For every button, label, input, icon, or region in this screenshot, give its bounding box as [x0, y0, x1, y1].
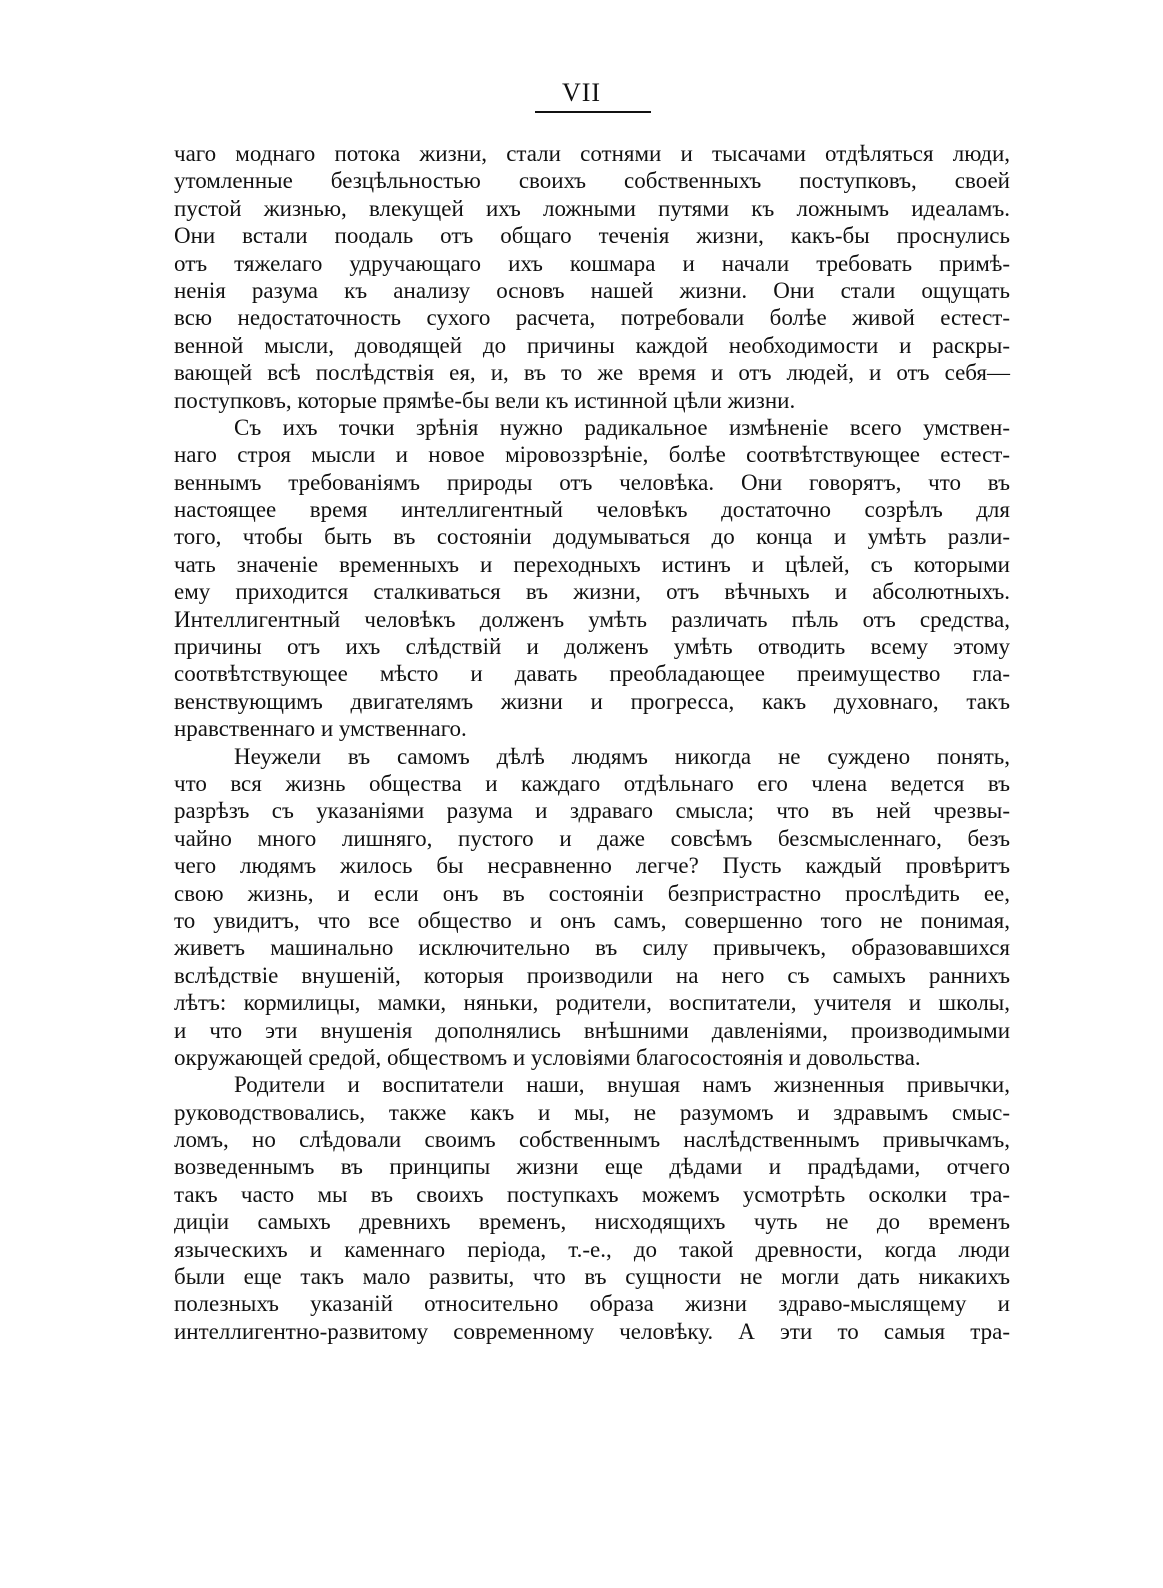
text-line: то увидитъ, что все общество и онъ самъ, совершенно того не понимая,: [174, 907, 1010, 933]
text-line: отъ тяжелаго удручающаго ихъ кошмара и начали требовать примѣ-: [174, 250, 1010, 276]
text-line: лѣтъ: кормилицы, мамки, няньки, родители, воспитатели, учителя и школы,: [174, 990, 1010, 1016]
text-line: чайно много лишняго, пустого и даже совсѣмъ безсмысленнаго, безъ: [174, 825, 1010, 851]
text-line: того, чтобы быть въ состояніи додумываться до конца и умѣть разли-: [174, 524, 1010, 550]
text-line: руководствовались, также какъ и мы, не разумомъ и здравымъ смыс-: [174, 1099, 1010, 1125]
text-line: нравственнаго и умственнаго.: [174, 716, 467, 742]
text-line: Интеллигентный человѣкъ долженъ умѣть различать пѣль отъ средства,: [174, 606, 1010, 632]
text-line: венной мысли, доводящей до причины каждой необходимости и раскры-: [174, 332, 1010, 358]
text-line: свою жизнь, и если онъ въ состояніи безпристрастно прослѣдить ее,: [174, 880, 1010, 906]
text-line: венствующимъ двигателямъ жизни и прогресса, какъ духовнаго, такъ: [174, 688, 1010, 714]
text-line: ему приходится сталкиваться въ жизни, отъ вѣчныхъ и абсолютныхъ.: [174, 579, 1010, 605]
text-line: вающей всѣ послѣдствія ея, и, въ то же время и отъ людей, и отъ себя—: [174, 360, 1010, 386]
text-line: живетъ машинально исключительно въ силу привычекъ, образовавшихся: [174, 935, 1010, 961]
text-line: разрѣзъ съ указаніями разума и здраваго смысла; что въ ней чрезвы-: [174, 798, 1010, 824]
header-rule: [535, 111, 651, 113]
text-line: полезныхъ указаній относительно образа жизни здраво-мыслящему и: [174, 1291, 1010, 1317]
text-line: диціи самыхъ древнихъ временъ, нисходящихъ чуть не до временъ: [174, 1209, 1010, 1235]
text-line: веннымъ требованіямъ природы отъ человѣка. Они говорятъ, что въ: [174, 469, 1010, 495]
text-line: что вся жизнь общества и каждаго отдѣльнаго его члена ведется въ: [174, 770, 1010, 796]
text-line: языческихъ и каменнаго періода, т.-е., до такой древности, когда люди: [174, 1236, 1010, 1262]
text-line: вслѣдствіе внушеній, которыя производили на него съ самыхъ раннихъ: [174, 962, 1010, 988]
paragraph-4: [174, 1071, 1010, 1345]
text-line: соотвѣтствующее мѣсто и давать преобладающее преимущество гла-: [174, 661, 1010, 687]
text-line: всю недостаточность сухого расчета, потребовали болѣе живой естест-: [174, 305, 1010, 331]
text-line: наго строя мысли и новое міровоззрѣніе, болѣе соотвѣтствующее естест-: [174, 442, 1010, 468]
text-line: интеллигентно-развитому современному человѣку. А эти то самыя тра-: [174, 1318, 1010, 1344]
text-line: Родители и воспитатели наши, внушая намъ жизненныя привычки,: [234, 1072, 1010, 1098]
text-line: окружающей средой, обществомъ и условіями благосостоянія и довольства.: [174, 1044, 921, 1070]
paragraph-3: [174, 743, 1010, 1072]
text-line: утомленные безцѣльностью своихъ собственныхъ поступковъ, своей: [174, 168, 1010, 194]
text-line: Съ ихъ точки зрѣнія нужно радикальное измѣненіе всего умствен-: [234, 414, 1010, 440]
text-line: Неужели въ самомъ дѣлѣ людямъ никогда не суждено понять,: [234, 743, 1010, 769]
text-line: возведеннымъ въ принципы жизни еще дѣдами и прадѣдами, отчего: [174, 1154, 1010, 1180]
text-line: пустой жизнью, влекущей ихъ ложными путями къ ложнымъ идеаламъ.: [174, 195, 1010, 221]
text-line: и что эти внушенія дополнялись внѣшними давленіями, производимыми: [174, 1017, 1010, 1043]
text-line: Они встали поодаль отъ общаго теченія жизни, какъ-бы проснулись: [174, 223, 1010, 249]
text-line: поступковъ, которые прямѣе-бы вели къ истинной цѣли жизни.: [174, 387, 796, 413]
text-line: чаго моднаго потока жизни, стали сотнями и тысачами отдѣляться люди,: [174, 141, 1010, 166]
paragraph-1: [174, 140, 1010, 414]
text-line: ломъ, но слѣдовали своимъ собственнымъ наслѣдственнымъ привычкамъ,: [174, 1127, 1010, 1153]
text-line: чать значеніе временныхъ и переходныхъ истинъ и цѣлей, съ которыми: [174, 551, 1010, 577]
body-text: [174, 140, 1010, 1345]
text-line: такъ часто мы въ своихъ поступкахъ можемъ усмотрѣть осколки тра-: [174, 1181, 1010, 1207]
paragraph-2: [174, 414, 1010, 743]
text-line: были еще такъ мало развиты, что въ сущности не могли дать никакихъ: [174, 1264, 1010, 1290]
text-line: чего людямъ жилось бы несравненно легче? Пусть каждый провѣритъ: [174, 853, 1010, 879]
text-line: причины отъ ихъ слѣдствій и долженъ умѣть отводить всему этому: [174, 634, 1010, 660]
text-line: ненія разума къ анализу основъ нашей жизни. Они стали ощущать: [174, 277, 1010, 303]
page-number: VII: [561, 78, 602, 107]
text-line: настоящее время интеллигентный человѣкъ достаточно созрѣлъ для: [174, 497, 1010, 523]
